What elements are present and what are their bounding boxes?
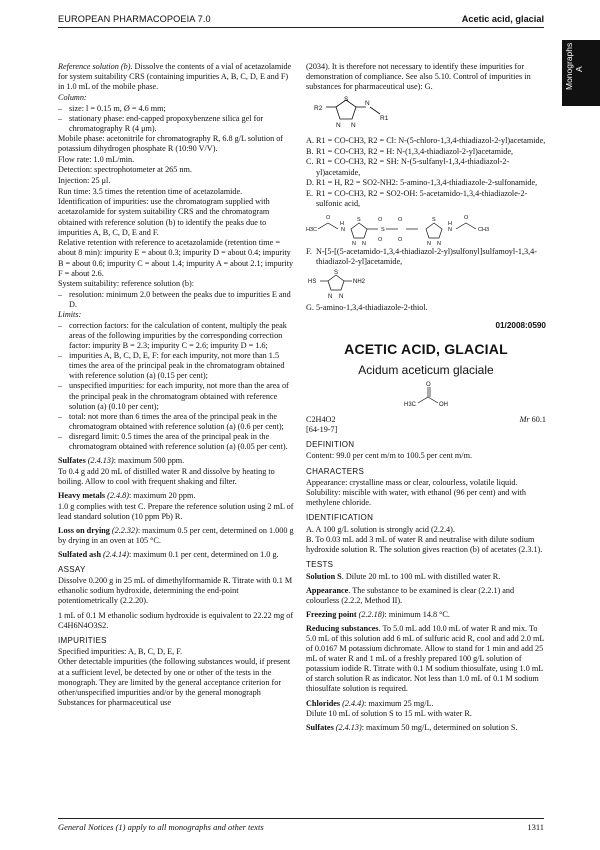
chlorides: Chlorides (2.4.4): maximum 25 mg/L. xyxy=(306,698,434,708)
sulfated-ash: Sulfated ash (2.4.14): maximum 0.1 per cent, determined on 1.0 g. xyxy=(58,550,279,560)
struct-label-n2: N xyxy=(351,122,356,130)
sulfates-right: Sulfates (2.4.13): maximum 50 mg/L, determined on solution S. xyxy=(306,723,518,733)
monograph-running-title: Acetic acid, glacial xyxy=(461,14,544,24)
svg-text:O: O xyxy=(398,236,403,243)
appearance-test: Appearance. The substance to be examined is clear (2.2.1) and colourless (2.2.2, Method II). xyxy=(306,585,515,605)
solubility: Solubility: miscible with water, with ethanol (96 per cent) and with methylene chloride. xyxy=(306,488,527,508)
impurity-b: B. R1 = CO-CH3, R2 = H: N-(1,3,4-thiadiazol-2-yl)acetamide, xyxy=(306,146,514,156)
column-size: – size: l = 0.15 m, Ø = 4.6 mm; xyxy=(58,103,166,113)
svg-text:O: O xyxy=(426,382,431,389)
monograph-title: ACETIC ACID, GLACIAL xyxy=(344,341,508,358)
right-column xyxy=(306,62,546,734)
chlorides-prep: Dilute 10 mL of solution S to 15 mL with water R. xyxy=(306,709,472,719)
impurity-a: A. R1 = CO-CH3, R2 = Cl: N-(5-chloro-1,3,4-thiadiazol-2-yl)acetamide, xyxy=(306,136,546,146)
identification-b: B. To 0.03 mL add 3 mL of water R and neutralise with dilute sodium hydroxide solution R. The solution gives reaction (b) of acetates (2.3.1). xyxy=(306,535,543,555)
svg-text:H: H xyxy=(340,220,344,227)
svg-text:N: N xyxy=(328,294,333,301)
impurity-g: G. 5-amino-1,3,4-thiadiazole-2-thiol. xyxy=(306,303,428,313)
monograph-latin-title: Acidum aceticum glaciale xyxy=(358,363,494,378)
impurity-c: C. R1 = CO-CH3, R2 = SH: N-(5-sulfanyl-1,3,4-thiadiazol-2-yl)acetamide, xyxy=(306,157,510,177)
loss-on-drying: Loss on drying (2.2.32): maximum 0.5 per cent, determined on 1.000 g by drying in an oven at 105 °C. xyxy=(58,525,294,545)
svg-text:HS: HS xyxy=(308,279,317,286)
disregard-limit: – disregard limit: 0.5 times the area of the principal peak in the chromatogram obtained with reference solution (a) (0.05 per cent). xyxy=(58,431,288,451)
section-thumb-tab xyxy=(562,40,600,106)
specified-impurities: Specified impurities: A, B, C, D, E, F. xyxy=(58,646,183,656)
other-detectable-impurities: Other detectable impurities (the following substances would, if present at a sufficient level, be detected by one or other of the tests in the monograph. They are limited by the general acceptance criterion for other/unspecified impurities and/or by the general monograph Substances for pharmaceutical use xyxy=(58,657,291,707)
svg-text:N: N xyxy=(339,294,344,301)
footer-rule xyxy=(58,818,544,819)
heavy-metals-prep: 1.0 g complies with test C. Prepare the reference solution using 2 mL of lead standard solution (10 ppm Pb) R. xyxy=(58,501,294,521)
impurity-list xyxy=(306,136,546,209)
assay-heading: ASSAY xyxy=(58,565,86,575)
svg-text:CH3: CH3 xyxy=(478,226,490,233)
monograph-reference-number: 01/2008:0590 xyxy=(495,321,546,331)
svg-text:N: N xyxy=(427,240,431,245)
resolution: – resolution: minimum 2.0 between the peaks due to impurities E and D. xyxy=(58,290,291,310)
svg-text:N: N xyxy=(448,226,452,233)
cas-number: [64-19-7] xyxy=(306,425,338,435)
svg-text:O: O xyxy=(326,214,331,221)
impurities-heading: IMPURITIES xyxy=(58,635,107,645)
identification-of-impurities: Identification of impurities: use the chromatogram supplied with acetazolamide for system suitability CRS and the chromatogram obtained with reference solution (b) to identify the peaks due to impurities A, B, C, D, E and F. xyxy=(58,197,270,237)
svg-text:OH: OH xyxy=(439,402,448,409)
svg-text:N: N xyxy=(362,240,366,245)
page-number: 1311 xyxy=(527,822,544,832)
relative-molecular-mass: Mr 60.1 xyxy=(519,415,546,425)
svg-text:N: N xyxy=(341,226,345,233)
reducing-substances: Reducing substances. To 5.0 mL add 10.0 mL of water R and mix. To 5.0 mL of this solution add 6 mL of sulfuric acid R, cool and add 2.0 mL of 0.0167 M potassium dichromate. Allow to stand for 1 min and add 25 mL of water R and 1 mL of a freshly prepared 100 g/L solution of potassium iodide R. Titrate with 0.1 M sodium thiosulfate, using 1.0 mL of starch solution R as indicator. Not less than 1.0 mL of 0.1 M sodium thiosulfate solution is required. xyxy=(306,623,545,694)
solution-s: Solution S. Dilute 20 mL to 100 mL with distilled water R. xyxy=(306,571,501,581)
acetic-acid-structure xyxy=(306,379,546,413)
tab-label: Monographs xyxy=(564,42,574,90)
header-rule xyxy=(58,27,544,28)
struct-label-s: S xyxy=(344,96,349,104)
run-time: Run time: 3.5 times the retention time of acetazolamide. xyxy=(58,186,243,196)
relative-retention: Relative retention with reference to acetazolamide (retention time = about 8 min): impurity E = about 0.3; impurity D = about 0.4; impurity B = about 0.6; impurity C = about 1.4; impurity A = about 2.1; impurity F = about 2.6. xyxy=(58,238,294,278)
struct-label-r1: R1 xyxy=(380,115,389,123)
limits-heading: Limits: xyxy=(58,310,82,320)
svg-text:S: S xyxy=(334,270,339,277)
characters-heading: CHARACTERS xyxy=(306,466,365,476)
identification-heading: IDENTIFICATION xyxy=(306,513,374,523)
svg-text:H: H xyxy=(448,220,452,227)
general-notices: General Notices (1) apply to all monographs and other texts xyxy=(58,822,264,832)
svg-text:O: O xyxy=(378,216,383,223)
impurity-f-structure xyxy=(306,211,546,245)
struct-label-n1: N xyxy=(336,122,341,130)
tests-heading: TESTS xyxy=(306,560,334,570)
svg-text:S: S xyxy=(432,216,436,223)
mobile-phase: Mobile phase: acetonitrile for chromatography R, 6.8 g/L solution of potassium dihydrogen phosphate R (10:90 V/V). xyxy=(58,133,284,153)
identification-a: A. A 100 g/L solution is strongly acid (2.2.4). xyxy=(306,524,455,534)
svg-text:S: S xyxy=(381,226,385,233)
correction-factors: – correction factors: for the calculation of content, multiply the peak areas of the following impurities by the corresponding correction factor: impurity B = 2.3; impurity C = 2.6; impurity D = 1.6; xyxy=(58,320,287,351)
svg-text:NH2: NH2 xyxy=(353,279,366,286)
system-suitability: System suitability: reference solution (b): xyxy=(58,279,194,289)
impurity-f: F. N-[5-[(5-acetamido-1,3,4-thiadiazol-2-yl)sulfonyl]sulfamoyl-1,3,4-thiadiazol-2-yl]acetamide, xyxy=(306,246,537,267)
impurity-e: E. R1 = CO-CH3, R2 = SO2-OH: 5-acetamido-1,3,4-thiadiazole-2-sulfonic acid, xyxy=(306,188,528,208)
assay-equivalence: 1 mL of 0.1 M ethanolic sodium hydroxide is equivalent to 22.22 mg of C4H6N4O3S2. xyxy=(58,610,294,630)
pharmacopoeia-title: EUROPEAN PHARMACOPOEIA 7.0 xyxy=(58,14,211,24)
struct-label-nh: N xyxy=(365,100,370,108)
content: Content: 99.0 per cent m/m to 100.5 per cent m/m. xyxy=(306,451,472,461)
stationary-phase: – stationary phase: end-capped propoxybenzene silica gel for chromatography R (4 μm). xyxy=(58,113,264,133)
impurity-g-structure xyxy=(306,269,386,301)
impurities-limit: – impurities A, B, C, D, E, F: for each impurity, not more than 1.5 times the area of the principal peak in the chromatogram obtained with reference solution (a) (0.15 per cent); xyxy=(58,351,285,381)
svg-text:S: S xyxy=(357,216,361,223)
appearance-character: Appearance: crystalline mass or clear, colourless, volatile liquid. xyxy=(306,477,518,487)
freezing-point: Freezing point (2.2.18): minimum 14.8 °C. xyxy=(306,609,450,619)
svg-text:O: O xyxy=(464,214,469,221)
impurities-continued: (2034). It is therefore not necessary to identify these impurities for demonstration of compliance. See also 5.10. Control of impurities in substances for pharmaceutical use): G. xyxy=(306,62,531,92)
injection: Injection: 25 μl. xyxy=(58,176,111,185)
detection: Detection: spectrophotometer at 265 nm. xyxy=(58,165,192,175)
unspecified-impurities: – unspecified impurities: for each impurity, not more than the area of the principal peak in the chromatogram obtained with reference solution (a) (0.10 per cent); xyxy=(58,381,289,411)
column-heading: Column: xyxy=(58,92,87,102)
impurity-d: D. R1 = H, R2 = SO2-NH2: 5-amino-1,3,4-thiadiazole-2-sulfonamide, xyxy=(306,178,538,188)
left-column xyxy=(58,62,296,709)
sulfates-prep: To 0.4 g add 20 mL of distilled water R and dissolve by heating to boiling. Allow to cool with frequent shaking and filter. xyxy=(58,466,275,486)
svg-text:H3C: H3C xyxy=(404,402,417,409)
svg-text:N: N xyxy=(352,240,356,245)
assay-text: Dissolve 0.200 g in 25 mL of dimethylformamide R. Titrate with 0.1 M ethanolic sodium hydroxide, determining the end-point potentiometrically (2.2.20). xyxy=(58,576,293,606)
tab-letter: A xyxy=(574,66,584,72)
running-header xyxy=(58,14,544,28)
definition-heading: DEFINITION xyxy=(306,440,355,450)
heavy-metals-test: Heavy metals (2.4.8): maximum 20 ppm. xyxy=(58,490,196,500)
formula-row xyxy=(306,415,546,435)
flow-rate: Flow rate: 1.0 mL/min. xyxy=(58,154,135,164)
sulfates-test: Sulfates (2.4.13): maximum 500 ppm. xyxy=(58,456,185,466)
svg-text:N: N xyxy=(437,240,441,245)
svg-text:O: O xyxy=(378,236,383,243)
molecular-formula: C2H4O2 xyxy=(306,415,336,425)
struct-label-r2: R2 xyxy=(314,105,323,113)
ref-solution-b-label: Reference solution (b). xyxy=(58,62,133,71)
svg-text:O: O xyxy=(398,216,403,223)
ref-solution-b-text: Dissolve the contents of a vial of acetazolamide for system suitability CRS (containing impurities A, B, C, D, E and F) in 1.0 mL of the mobile phase. xyxy=(58,62,292,92)
svg-text:H3C: H3C xyxy=(306,226,318,233)
thiadiazole-structure xyxy=(306,94,416,134)
total-limit: – total: not more than 6 times the area of the principal peak in the chromatogram obtained with reference solution (a) (0.6 per cent); xyxy=(58,411,284,431)
